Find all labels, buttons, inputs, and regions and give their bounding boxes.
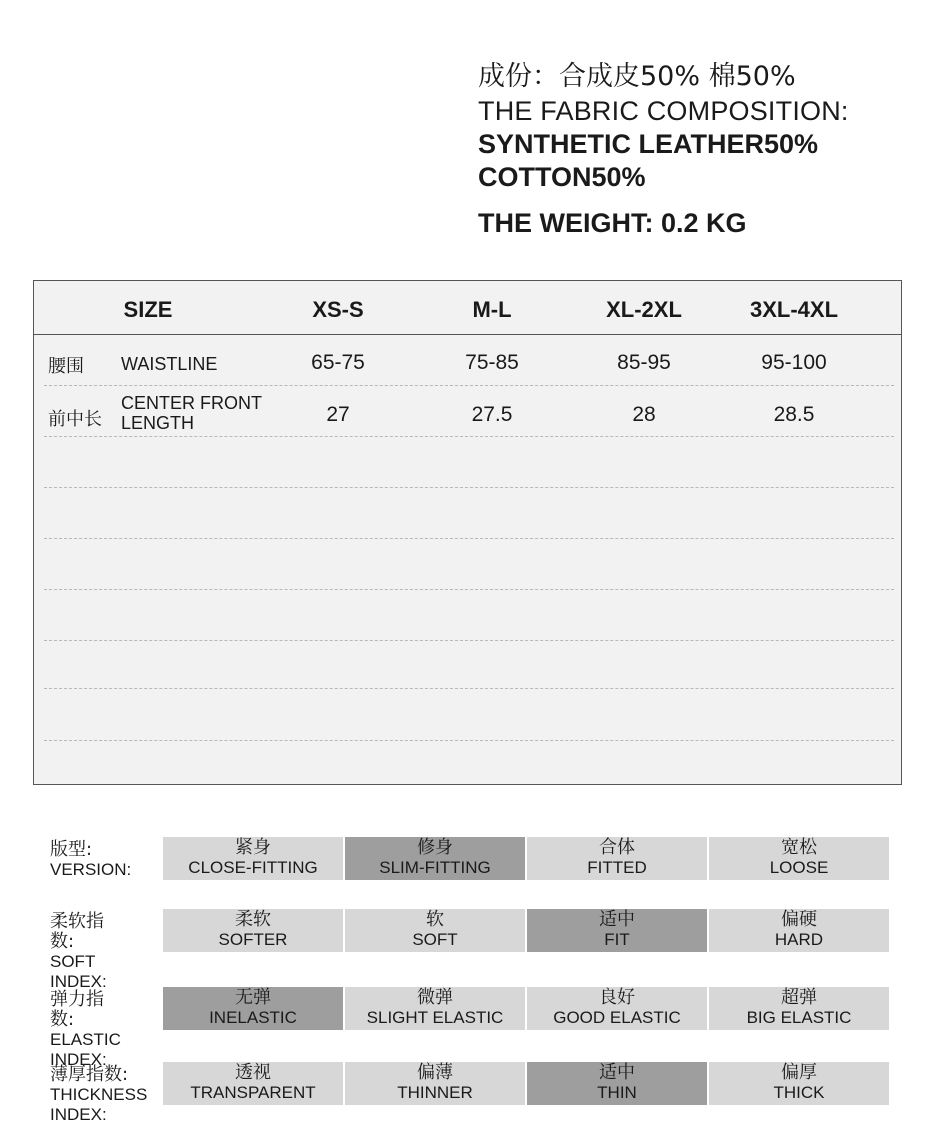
index-option-en: THINNER	[397, 1083, 473, 1102]
table-row-empty	[44, 538, 894, 590]
index-option-en: BIG ELASTIC	[746, 1008, 852, 1027]
index-option-en: INELASTIC	[209, 1008, 297, 1027]
index-option	[527, 987, 707, 1030]
table-cell: 75-85	[465, 351, 519, 374]
index-option	[345, 909, 525, 952]
composition-cn: 成份：合成皮50% 棉50%	[478, 61, 796, 92]
table-row	[44, 334, 894, 386]
header-m-l: M-L	[472, 297, 512, 322]
index-option-cn: 宽松	[781, 837, 817, 858]
index-label-cn: 弹力指数:	[50, 989, 104, 1030]
index-option-cn: 透视	[235, 1062, 271, 1083]
index-option	[709, 987, 889, 1030]
index-option	[163, 1062, 343, 1105]
composition-label: THE FABRIC COMPOSITION:	[478, 96, 849, 126]
index-label-cn: 柔软指数:	[50, 911, 104, 952]
size-table	[33, 280, 902, 785]
table-cell: 85-95	[617, 351, 671, 374]
index-label	[50, 1065, 147, 1125]
table-cell: 95-100	[761, 351, 827, 374]
table-row-empty	[44, 689, 894, 741]
index-option-selected	[163, 987, 343, 1030]
index-label-cn: 薄厚指数:	[50, 1064, 129, 1085]
header-3xl-4xl: 3XL-4XL	[749, 297, 839, 322]
header-xs-s: XS-S	[312, 297, 364, 322]
index-option-en: TRANSPARENT	[190, 1083, 316, 1102]
row-label-cn: 腰围	[48, 356, 84, 377]
index-label-en-1: THICKNESS	[50, 1085, 148, 1104]
index-option-en: SOFT	[412, 930, 458, 949]
index-option	[709, 1062, 889, 1105]
size-table-header	[34, 281, 901, 335]
row-label-en	[121, 393, 262, 433]
index-option-cn: 适中	[599, 909, 635, 930]
index-option-en: SLIGHT ELASTIC	[366, 1008, 504, 1027]
index-label	[50, 840, 131, 880]
index-option	[709, 837, 889, 880]
weight-label: THE WEIGHT: 0.2 KG	[478, 208, 747, 238]
table-cell: 28	[632, 403, 656, 426]
index-label-en-1: SOFT	[50, 952, 96, 971]
index-label-en-2: INDEX:	[50, 1105, 107, 1124]
header-size: SIZE	[123, 297, 173, 322]
index-option-selected	[527, 1062, 707, 1105]
index-label	[50, 990, 121, 1070]
row-label-cn: 前中长	[48, 409, 102, 430]
index-option-cn: 微弹	[417, 987, 453, 1008]
index-option-cn: 偏厚	[781, 1062, 817, 1083]
index-option-en: THICK	[773, 1083, 825, 1102]
index-option-en: FITTED	[587, 858, 647, 877]
index-option-en: LOOSE	[769, 858, 829, 877]
index-option-selected	[345, 837, 525, 880]
index-option-en: SLIM-FITTING	[379, 858, 491, 877]
table-cell: 65-75	[311, 351, 365, 374]
index-option	[345, 987, 525, 1030]
index-label-en-2: INDEX:	[50, 1050, 107, 1069]
index-label	[50, 912, 107, 992]
index-option-cn: 超弹	[781, 987, 817, 1008]
index-option	[163, 909, 343, 952]
index-option-cn: 偏硬	[781, 909, 817, 930]
index-label-cn: 版型:	[50, 839, 93, 860]
table-row-empty	[44, 487, 894, 539]
index-option-cn: 良好	[599, 987, 635, 1008]
index-option-en: SOFTER	[218, 930, 288, 949]
index-option-cn: 紧身	[235, 837, 271, 858]
index-option-en: THIN	[597, 1083, 637, 1102]
index-option-cn: 合体	[599, 837, 635, 858]
row-label-en-line-2: LENGTH	[121, 413, 195, 433]
index-label-en-2: INDEX:	[50, 972, 107, 991]
index-option-cn: 偏薄	[417, 1062, 453, 1083]
index-option	[345, 1062, 525, 1105]
composition-material-1: SYNTHETIC LEATHER50%	[478, 129, 819, 159]
index-option-cn: 适中	[599, 1062, 635, 1083]
index-option	[709, 909, 889, 952]
index-option-en: FIT	[604, 930, 630, 949]
index-option	[163, 837, 343, 880]
index-option-cn: 修身	[417, 837, 453, 858]
table-row-empty	[44, 637, 894, 689]
table-cell: 27	[326, 403, 350, 426]
index-option-cn: 无弹	[235, 987, 271, 1008]
index-option-cn: 软	[426, 909, 444, 930]
index-option	[527, 837, 707, 880]
index-option-en: GOOD ELASTIC	[553, 1008, 681, 1027]
index-option-en: CLOSE-FITTING	[188, 858, 318, 877]
header-xl-2xl: XL-2XL	[606, 297, 682, 322]
row-label-en-line-1: CENTER FRONT	[121, 393, 262, 413]
index-option-en: HARD	[774, 930, 824, 949]
index-option-cn: 柔软	[235, 909, 271, 930]
table-row-empty	[44, 589, 894, 641]
table-cell: 27.5	[471, 403, 513, 426]
table-row	[44, 385, 894, 437]
table-cell: 28.5	[773, 403, 815, 426]
index-label-en-1: VERSION:	[50, 860, 132, 879]
index-label-en-1: ELASTIC	[50, 1030, 121, 1049]
composition-material-2: COTTON50%	[478, 162, 646, 192]
row-label-en: WAISTLINE	[121, 354, 218, 374]
index-option-selected	[527, 909, 707, 952]
table-row-empty	[44, 436, 894, 488]
